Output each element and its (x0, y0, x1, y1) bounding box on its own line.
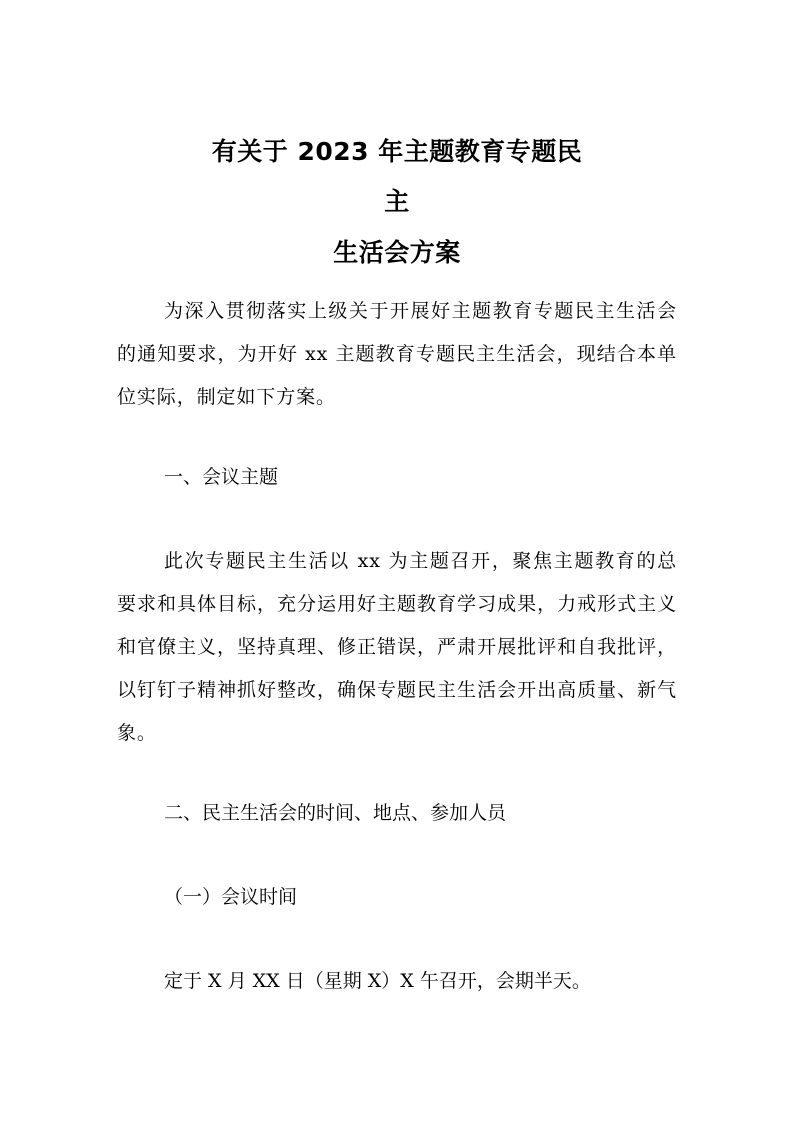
section-heading-meeting-theme: 一、会议主题 (164, 466, 279, 488)
section-heading-time-place-participants: 二、民主生活会的时间、地点、参加人员 (164, 802, 507, 824)
document-title-line-3: 生活会方案 (333, 238, 461, 267)
meeting-time-paragraph: 定于 X 月 XX 日（星期 X）X 午召开，会期半天。 (164, 970, 591, 992)
document-title-line-1: 有关于 2023 年主题教育专题民 (211, 137, 583, 166)
subsection-heading-meeting-time: （一）会议时间 (164, 886, 298, 908)
meeting-theme-paragraph: 此次专题民主生活以 xx 为主题召开，聚焦主题教育的总要求和具体目标，充分运用好主题教育学习成果，力戒形式主义和官僚主义，坚持真理、修正错误，严肃开展批评和自我批评，以钉钉子精神抓好整改，确保专题民主生活会开出高质量、新气象。 (117, 550, 677, 744)
intro-paragraph: 为深入贯彻落实上级关于开展好主题教育专题民主生活会的通知要求，为开好 xx 主题教育专题民主生活会，现结合本单位实际，制定如下方案。 (117, 300, 677, 408)
document-title-line-2: 主 (384, 187, 410, 216)
